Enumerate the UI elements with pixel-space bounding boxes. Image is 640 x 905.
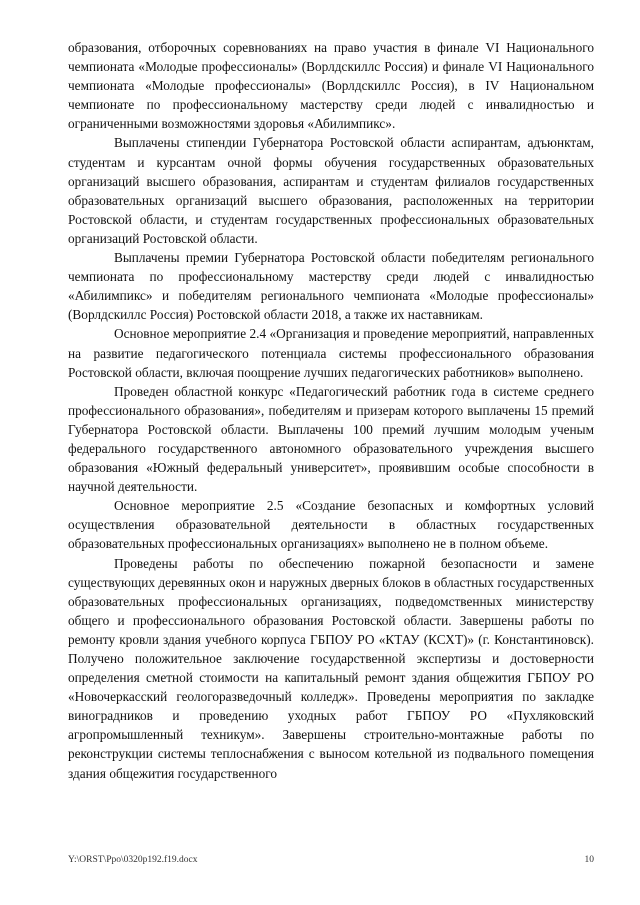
- page-number: 10: [584, 855, 594, 865]
- page-footer: [68, 855, 594, 865]
- paragraph-7: Проведены работы по обеспечению пожарной безопасности и замене существующих деревянных окон и наружных дверных блоков в областных государственных образовательных профессиональных организациях, подведомственных министерству общего и профессионального образования Ростовской области. Завершены работы по ремонту кровли здания учебного корпуса ГБПОУ РО «КТАУ (КСХТ)» (г. Константиновск). Получено положительное заключение государственной экспертизы и достоверности определения сметной стоимости на капитальный ремонт здания общежития ГБПОУ РО «Новочеркасский геологоразведочный колледж». Проведены мероприятия по закладке виноградников и проведению уходных работ ГБПОУ РО «Пухляковский агропромышленный техникум». Завершены строительно-монтажные работы по реконструкции системы теплоснабжения с выносом котельной из подвального помещения здания общежития государственного: [68, 555, 594, 781]
- paragraph-4: Основное мероприятие 2.4 «Организация и проведение мероприятий, направленных на развитие педагогического потенциала системы профессионального образования Ростовской области, включая поощрение лучших педагогических работников» выполнено.: [68, 326, 594, 380]
- document-body: [68, 38, 594, 783]
- paragraph-3: Выплачены премии Губернатора Ростовской области победителям регионального чемпионата по профессиональному мастерству среди людей с инвалидностью «Абилимпикс» и победителям регионального чемпионата «Молодые профессионалы» (Ворлдскиллс Россия) Ростовской области 2018, а также их наставникам.: [68, 250, 594, 323]
- paragraph-1: образования, отборочных соревнованиях на право участия в финале VI Национального чемпионата «Молодые профессионалы» (Ворлдскиллс Россия) и финале VI Национального чемпионата «Молодые профессионалы» (Ворлдскиллс Россия), в IV Национальном чемпионате по профессиональному мастерству среди людей с инвалидностью и ограниченными возможностями здоровья «Абилимпикс».: [68, 40, 594, 132]
- paragraph-6: Основное мероприятие 2.5 «Создание безопасных и комфортных условий осуществления образовательной деятельности в областных государственных образовательных профессиональных организациях» выполнено не в полном объеме.: [68, 498, 594, 552]
- paragraph-2: Выплачены стипендии Губернатора Ростовской области аспирантам, адъюнктам, студентам и курсантам очной формы обучения государственных образовательных организаций высшего образования, аспирантам и студентам филиалов государственных образовательных организаций высшего образования, расположенных на территории Ростовской области, и студентам государственных профессиональных образовательных организаций Ростовской области.: [68, 135, 594, 246]
- paragraph-5: Проведен областной конкурс «Педагогический работник года в системе среднего профессионального образования», победителям и призерам которого выплачены 15 премий Губернатора Ростовской области. Выплачены 100 премий лучшим молодым ученым федерального государственного автономного образовательного учреждения высшего образования «Южный федеральный университет», проявившим особые способности в научной деятельности.: [68, 383, 594, 495]
- footer-file-path: Y:\ORST\Ppo\0320p192.f19.docx: [68, 855, 198, 865]
